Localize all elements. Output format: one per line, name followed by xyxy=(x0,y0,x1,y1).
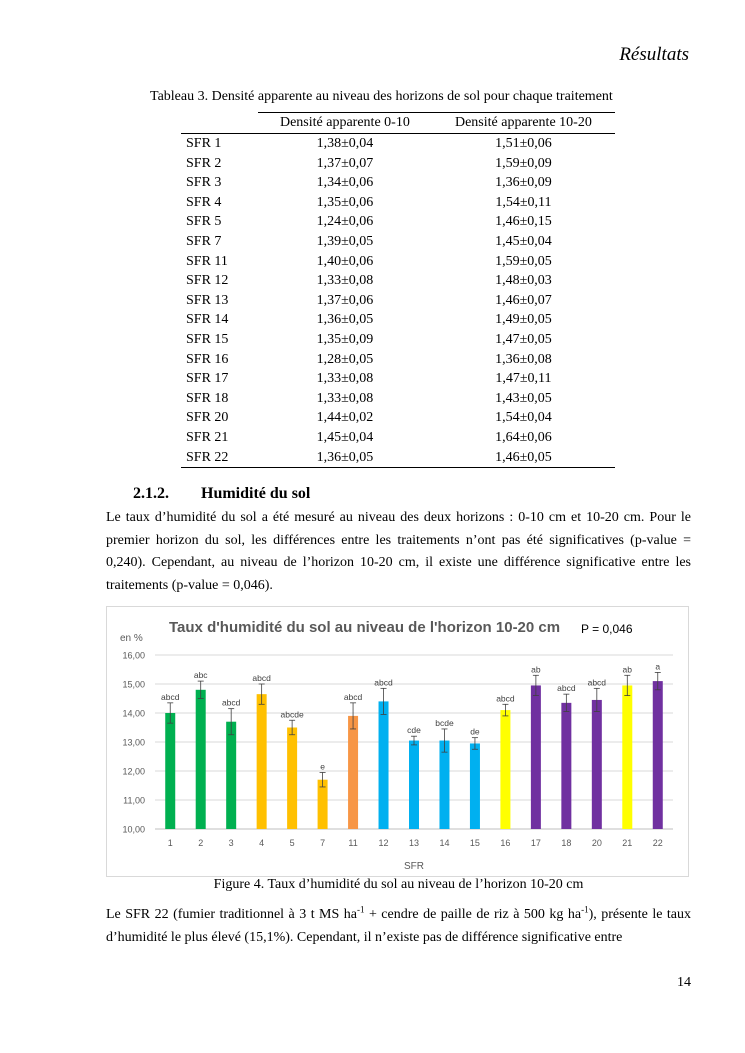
density-0-10-cell: 1,38±0,04 xyxy=(316,136,374,151)
density-0-10-cell: 1,33±0,08 xyxy=(316,273,374,289)
density-0-10-cell: 1,33±0,08 xyxy=(316,390,374,406)
density-10-20-cell: 1,54±0,04 xyxy=(495,410,552,426)
density-10-20-cell: 1,59±0,05 xyxy=(495,253,552,269)
density-0-10-cell: 1,33±0,08 xyxy=(316,371,374,387)
bar xyxy=(470,743,480,829)
row-label: SFR 15 xyxy=(186,331,229,347)
density-10-20-cell: 1,49±0,05 xyxy=(495,312,552,328)
page-number: 14 xyxy=(677,975,691,990)
table-header-row xyxy=(181,113,615,134)
table-row xyxy=(181,330,615,350)
density-0-10-cell: 1,37±0,06 xyxy=(316,292,374,308)
table-row xyxy=(181,134,615,154)
density-0-10-cell: 1,35±0,06 xyxy=(316,194,374,210)
density-0-10-cell: 1,36±0,05 xyxy=(258,448,432,468)
table-row xyxy=(181,193,615,213)
row-label: SFR 17 xyxy=(186,371,229,387)
x-tick-label: 2 xyxy=(198,838,204,848)
y-tick-label: 15,00 xyxy=(122,679,145,690)
row-label: SFR 2 xyxy=(186,155,222,171)
table-row xyxy=(181,389,615,409)
table-row xyxy=(181,232,615,252)
significance-letter: abcd xyxy=(161,691,180,702)
table-header-0-10: Densité apparente 0-10 xyxy=(258,113,432,134)
table-row xyxy=(181,173,615,193)
density-10-20-cell: 1,46±0,15 xyxy=(495,214,552,230)
row-label: SFR 22 xyxy=(181,448,258,468)
x-tick-label: 15 xyxy=(469,838,480,848)
table-row xyxy=(181,271,615,291)
density-0-10-cell: 1,35±0,09 xyxy=(316,331,374,347)
bar xyxy=(531,685,541,829)
density-0-10-cell: 1,37±0,07 xyxy=(316,155,374,171)
significance-letter: de xyxy=(470,726,480,737)
significance-letter: ab xyxy=(622,664,633,675)
table-row xyxy=(181,448,615,468)
row-label: SFR 14 xyxy=(186,312,229,328)
bar xyxy=(439,741,449,829)
x-tick-label: 20 xyxy=(591,838,602,848)
density-10-20-cell: 1,59±0,09 xyxy=(495,155,552,171)
figure-caption: Figure 4. Taux d’humidité du sol au niveau de l’horizon 10-20 cm xyxy=(213,877,584,892)
running-head: Résultats xyxy=(619,44,689,65)
density-10-20-cell: 1,64±0,06 xyxy=(495,429,552,445)
significance-letter: ab xyxy=(531,664,541,675)
results-paragraph xyxy=(106,904,691,949)
x-tick-label: 1 xyxy=(167,838,173,848)
bar xyxy=(500,710,510,829)
density-0-10-cell: 1,40±0,06 xyxy=(316,253,374,269)
y-tick-label: 14,00 xyxy=(122,708,145,719)
row-label: SFR 7 xyxy=(186,233,222,249)
density-0-10-cell: 1,39±0,05 xyxy=(316,233,374,249)
row-label: SFR 3 xyxy=(186,175,222,191)
bar xyxy=(165,713,175,829)
row-label: SFR 1 xyxy=(186,136,222,151)
x-tick-label: 13 xyxy=(408,838,420,848)
bar xyxy=(379,701,389,829)
x-tick-label: 3 xyxy=(228,838,234,848)
results-sup-2: -1 xyxy=(581,904,589,915)
bar xyxy=(409,741,419,829)
significance-letter: bcde xyxy=(435,717,454,728)
significance-letter: cde xyxy=(407,725,421,736)
bar xyxy=(287,728,297,830)
bar xyxy=(622,685,632,829)
moisture-chart-svg xyxy=(107,607,688,876)
row-label: SFR 13 xyxy=(186,292,229,308)
significance-letter: abcd xyxy=(557,683,576,694)
bar xyxy=(257,694,267,829)
bar xyxy=(592,700,602,829)
density-0-10-cell: 1,45±0,04 xyxy=(316,429,374,445)
row-label: SFR 16 xyxy=(186,351,229,367)
results-text-1: Le SFR 22 (fumier traditionnel à 3 t MS ha xyxy=(106,907,357,922)
significance-letter: abcd xyxy=(252,673,271,683)
significance-letter: abcde xyxy=(280,709,304,720)
density-10-20-cell: 1,47±0,11 xyxy=(495,371,552,387)
section-paragraph: Le taux d’humidité du sol a été mesuré au niveau des deux horizons : 0-10 cm et 10-20 cm. Pour le premier horizon du sol, les différences entre les traitements n’ont pas été significatives (p-value = 0,240). Cependant, au niveau de l’horizon 10-20 cm, il existe une différence significative entre les traitements (p-value = 0,046). xyxy=(106,510,691,593)
table-body xyxy=(181,134,615,468)
row-label: SFR 12 xyxy=(186,273,229,289)
table-row xyxy=(181,408,615,428)
density-0-10-cell: 1,34±0,06 xyxy=(316,175,374,191)
density-10-20-cell: 1,36±0,08 xyxy=(495,351,552,367)
table-row xyxy=(181,369,615,389)
section-number: 2.1.2. xyxy=(133,485,169,502)
x-tick-label: 5 xyxy=(289,838,295,848)
table-row xyxy=(181,252,615,272)
significance-letter: abcd xyxy=(374,677,393,688)
density-0-10-cell: 1,44±0,02 xyxy=(316,410,374,426)
x-tick-label: 16 xyxy=(500,838,511,848)
x-tick-label: 12 xyxy=(378,838,389,848)
results-text-3: ), présente le taux d’humidité le plus élevé (15,1%). Cependant, il n’existe pas de différence significative entre xyxy=(106,907,691,945)
y-tick-label: 12,00 xyxy=(122,766,145,777)
density-10-20-cell: 1,46±0,07 xyxy=(495,292,552,308)
density-0-10-cell: 1,24±0,06 xyxy=(316,214,374,230)
bar xyxy=(226,722,236,829)
density-10-20-cell: 1,45±0,04 xyxy=(495,233,552,249)
row-label: SFR 4 xyxy=(186,194,222,210)
x-tick-label: 18 xyxy=(561,838,572,848)
x-tick-label: 17 xyxy=(530,838,541,848)
density-table xyxy=(181,112,615,468)
x-tick-label: 11 xyxy=(348,838,358,848)
significance-letter: e xyxy=(320,761,325,772)
y-axis-label: en % xyxy=(120,633,143,644)
moisture-chart xyxy=(106,606,689,877)
table-row xyxy=(181,350,615,370)
significance-letter: abcd xyxy=(587,677,607,688)
row-label: SFR 5 xyxy=(186,214,222,230)
row-label: SFR 21 xyxy=(186,429,229,445)
x-tick-label: 4 xyxy=(259,838,265,848)
significance-letter: abcd xyxy=(221,697,241,708)
x-tick-label: 7 xyxy=(320,838,326,848)
density-10-20-cell: 1,47±0,05 xyxy=(495,331,552,347)
significance-letter: abc xyxy=(193,670,208,681)
density-10-20-cell: 1,36±0,09 xyxy=(495,175,552,191)
bar xyxy=(561,703,571,829)
table-row xyxy=(181,428,615,448)
x-tick-label: 21 xyxy=(622,838,633,848)
significance-letter: abcd xyxy=(343,691,363,702)
row-label: SFR 11 xyxy=(186,253,228,269)
section-title: Humidité du sol xyxy=(201,485,311,502)
results-sup-1: -1 xyxy=(356,904,365,915)
density-10-20-cell: 1,43±0,05 xyxy=(495,390,552,406)
density-10-20-cell: 1,51±0,06 xyxy=(495,136,552,151)
table-row xyxy=(181,310,615,330)
bar xyxy=(348,716,358,829)
y-tick-label: 11,00 xyxy=(123,795,145,806)
x-tick-label: 22 xyxy=(652,838,663,848)
table-caption: Tableau 3. Densité apparente au niveau des horizons de sol pour chaque traitement xyxy=(150,89,613,104)
y-tick-label: 10,00 xyxy=(122,824,145,835)
table-header-10-20: Densité apparente 10-20 xyxy=(432,113,615,134)
row-label: SFR 18 xyxy=(186,390,229,406)
significance-letter: a xyxy=(655,661,661,672)
table-header-blank xyxy=(181,113,258,134)
bar xyxy=(196,690,206,829)
results-text-2: + cendre de paille de riz à 500 kg ha xyxy=(364,907,582,922)
density-10-20-cell: 1,46±0,05 xyxy=(432,448,615,468)
density-10-20-cell: 1,54±0,11 xyxy=(495,194,552,210)
significance-letter: abcd xyxy=(496,693,515,704)
bar xyxy=(653,681,663,829)
density-0-10-cell: 1,28±0,05 xyxy=(316,351,374,367)
density-10-20-cell: 1,48±0,03 xyxy=(495,273,552,289)
table-row xyxy=(181,154,615,174)
density-0-10-cell: 1,36±0,05 xyxy=(316,312,374,328)
row-label: SFR 20 xyxy=(186,410,229,426)
table-row xyxy=(181,291,615,311)
y-tick-label: 16,00 xyxy=(122,650,145,661)
x-tick-label: 14 xyxy=(439,838,450,848)
x-axis-label: SFR xyxy=(404,861,424,872)
chart-title: Taux d'humidité du sol au niveau de l'horizon 10-20 cm xyxy=(169,619,561,636)
y-tick-label: 13,00 xyxy=(122,737,145,748)
table-row xyxy=(181,212,615,232)
chart-p-value: P = 0,046 xyxy=(581,622,633,636)
